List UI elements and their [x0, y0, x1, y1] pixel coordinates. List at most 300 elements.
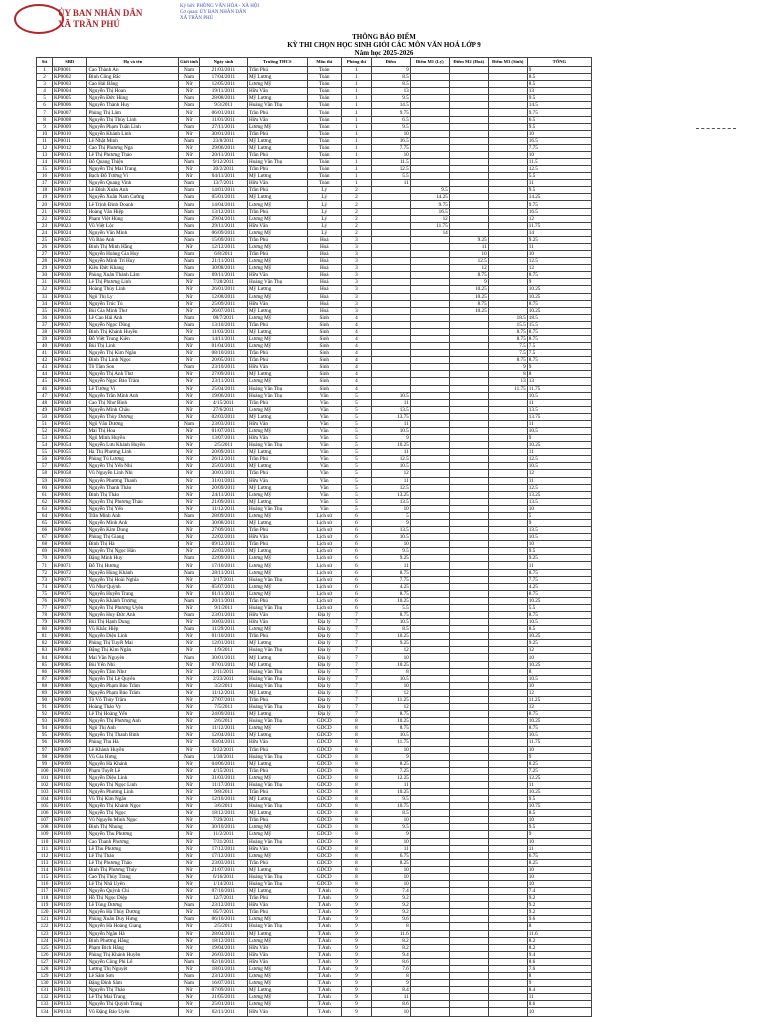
cell-dob: 04/11/2011: [199, 173, 247, 180]
cell-total: 10.5: [527, 534, 591, 541]
cell-score-m2: [449, 1008, 488, 1017]
cell-dob: 12/04/2011: [199, 732, 247, 739]
cell-total: 11: [527, 994, 591, 1001]
cell-subject: Văn: [307, 491, 341, 498]
cell-dob: 20/09/2011: [199, 449, 247, 456]
cell-name: Nguyễn Phương Linh: [87, 788, 179, 795]
cell-gender: Nữ: [179, 633, 200, 640]
table-row: [37, 350, 592, 357]
cell-total: 10: [527, 505, 591, 512]
cell-score-m2: [449, 484, 488, 491]
cell-name: Đinh Thị Nhung: [87, 824, 179, 831]
cell-subject: T.Anh: [307, 895, 341, 902]
cell-score: 9.25: [371, 555, 410, 562]
cell-name: Đinh Thị Khánh Huyền: [87, 328, 179, 335]
cell-school: Trần Phú: [247, 251, 307, 258]
cell-stt: 49: [37, 406, 53, 413]
cell-score-m2: [449, 880, 488, 887]
cell-room: 7: [341, 682, 371, 689]
cell-name: Vũ Việt Lộc: [87, 222, 179, 229]
cell-dob: 02/10/2011: [199, 958, 247, 965]
cell-score: 8.5: [371, 810, 410, 817]
cell-stt: 86: [37, 668, 53, 675]
cell-dob: 9/12/2011: [199, 159, 247, 166]
cell-total: 5.5: [527, 604, 591, 611]
cell-subject: Sinh: [307, 378, 341, 385]
cell-gender: Nữ: [179, 824, 200, 831]
header-name: Họ và tên: [87, 58, 179, 67]
cell-school: Hoàng Văn Thụ: [247, 923, 307, 930]
cell-room: 7: [341, 654, 371, 661]
cell-score-m1: [410, 449, 449, 456]
cell-subject: GDCD: [307, 760, 341, 767]
cell-gender: Nữ: [179, 343, 200, 350]
cell-room: 9: [341, 944, 371, 951]
cell-gender: Nam: [179, 201, 200, 208]
cell-score-m3: [488, 201, 527, 208]
cell-score: 10.5: [371, 534, 410, 541]
cell-room: 6: [341, 541, 371, 548]
cell-dob: 27/09/2011: [199, 371, 247, 378]
cell-score: 10: [371, 1008, 410, 1017]
cell-score-m3: [488, 612, 527, 619]
cell-subject: T.Anh: [307, 937, 341, 944]
cell-score-m2: [449, 95, 488, 102]
cell-subject: Sinh: [307, 328, 341, 335]
cell-room: 9: [341, 980, 371, 987]
cell-dob: 9/3/2011: [199, 102, 247, 109]
cell-subject: T.Anh: [307, 965, 341, 972]
cell-stt: 16: [37, 173, 53, 180]
cell-score-m1: [410, 675, 449, 682]
cell-sbd: KP0038: [53, 328, 87, 335]
cell-total: 11: [527, 180, 591, 187]
cell-score-m3: [488, 67, 527, 74]
cell-score: 6.75: [371, 852, 410, 859]
cell-dob: 30/01/2011: [199, 654, 247, 661]
table-row: [37, 357, 592, 364]
cell-sbd: KP0108: [53, 824, 87, 831]
cell-score-m1: [410, 845, 449, 852]
cell-sbd: KP0055: [53, 449, 87, 456]
cell-room: 9: [341, 973, 371, 980]
cell-subject: T.Anh: [307, 980, 341, 987]
cell-score-m1: [410, 852, 449, 859]
cell-gender: Nam: [179, 973, 200, 980]
cell-total: 9.5: [527, 796, 591, 803]
cell-score-m1: [410, 314, 449, 321]
cell-subject: Địa lý: [307, 619, 341, 626]
cell-score-m3: [488, 803, 527, 810]
cell-dob: 2/6/2011: [199, 718, 247, 725]
cell-subject: Lý: [307, 201, 341, 208]
cell-gender: Nữ: [179, 166, 200, 173]
table-row: [37, 81, 592, 88]
cell-score: 8.5: [371, 81, 410, 88]
cell-score-m1: [410, 484, 449, 491]
cell-school: Hữu Văn: [247, 364, 307, 371]
cell-sbd: KP0041: [53, 350, 87, 357]
cell-dob: 20/11/2011: [199, 151, 247, 158]
cell-gender: Nữ: [179, 109, 200, 116]
cell-name: Cao Thị Phương Nga: [87, 144, 179, 151]
cell-school: Hữu Văn: [247, 845, 307, 852]
cell-stt: 114: [37, 866, 53, 873]
cell-stt: 5: [37, 95, 53, 102]
cell-score: 13.25: [371, 491, 410, 498]
table-row: [37, 725, 592, 732]
cell-score-m1: [410, 166, 449, 173]
cell-dob: 30/01/2011: [199, 130, 247, 137]
table-row: [37, 619, 592, 626]
cell-school: Hoàng Văn Thụ: [247, 102, 307, 109]
cell-subject: Văn: [307, 449, 341, 456]
table-row: [37, 215, 592, 222]
cell-subject: Lý: [307, 215, 341, 222]
cell-school: Lương Mỹ: [247, 569, 307, 576]
cell-dob: 25/09/2011: [199, 300, 247, 307]
cell-name: Đỗ Việt Trung Kiên: [87, 335, 179, 342]
cell-stt: 75: [37, 590, 53, 597]
cell-name: Đinh Thị Phương Thúy: [87, 866, 179, 873]
cell-total: 10.75: [527, 803, 591, 810]
cell-score-m1: [410, 491, 449, 498]
table-row: [37, 753, 592, 760]
table-row: [37, 463, 592, 470]
cell-dob: 17/12/2011: [199, 845, 247, 852]
cell-score-m3: [488, 137, 527, 144]
cell-sbd: KP0022: [53, 215, 87, 222]
cell-subject: Địa lý: [307, 661, 341, 668]
cell-score: 10: [371, 746, 410, 753]
cell-subject: Lịch sử: [307, 548, 341, 555]
cell-total: 12: [527, 470, 591, 477]
cell-dob: 22/03/2011: [199, 548, 247, 555]
cell-total: 10: [527, 251, 591, 258]
cell-score-m3: [488, 583, 527, 590]
cell-sbd: KP0097: [53, 746, 87, 753]
cell-room: 3: [341, 286, 371, 293]
cell-dob: 25/01/2011: [199, 1001, 247, 1008]
cell-name: Nguyễn Hà Khánh: [87, 760, 179, 767]
cell-dob: 15/09/2011: [199, 236, 247, 243]
cell-stt: 91: [37, 704, 53, 711]
cell-score-m1: [410, 958, 449, 965]
cell-gender: Nữ: [179, 739, 200, 746]
cell-score-m1: [410, 130, 449, 137]
cell-stt: 130: [37, 980, 53, 987]
cell-gender: Nữ: [179, 803, 200, 810]
cell-total: 8.75: [527, 612, 591, 619]
cell-room: 1: [341, 130, 371, 137]
cell-score-m3: [488, 597, 527, 604]
cell-gender: Nữ: [179, 385, 200, 392]
cell-score-m3: [488, 604, 527, 611]
cell-gender: Nữ: [179, 151, 200, 158]
cell-score-m1: [410, 413, 449, 420]
cell-name: Nguyễn Khánh Trường: [87, 597, 179, 604]
cell-score-m3: [488, 824, 527, 831]
cell-subject: GDCD: [307, 852, 341, 859]
cell-stt: 90: [37, 696, 53, 703]
cell-stt: 55: [37, 449, 53, 456]
cell-score-m2: [449, 817, 488, 824]
cell-score-m2: [449, 137, 488, 144]
cell-score-m2: [449, 923, 488, 930]
cell-score-m1: [410, 732, 449, 739]
cell-school: Lương Mỹ: [247, 314, 307, 321]
cell-room: 7: [341, 704, 371, 711]
table-row: [37, 909, 592, 916]
cell-dob: 06/10/2011: [199, 916, 247, 923]
cell-score: [371, 201, 410, 208]
cell-sbd: KP0098: [53, 753, 87, 760]
cell-sbd: KP0092: [53, 711, 87, 718]
cell-school: Trần Phú: [247, 350, 307, 357]
cell-room: 6: [341, 569, 371, 576]
cell-stt: 9: [37, 123, 53, 130]
cell-score-m1: 14.25: [410, 194, 449, 201]
cell-dob: 27/07/2011: [199, 696, 247, 703]
cell-dob: 1/30/2011: [199, 753, 247, 760]
cell-name: Nguyễn Thị Ngọc: [87, 810, 179, 817]
cell-name: Nguyễn Khánh Linh: [87, 130, 179, 137]
cell-school: Mỹ Lương: [247, 760, 307, 767]
cell-school: Lương Mỹ: [247, 852, 307, 859]
header-score: Điểm: [371, 58, 410, 67]
cell-score-m3: [488, 711, 527, 718]
cell-school: Lương Mỹ: [247, 590, 307, 597]
cell-score: 9: [371, 520, 410, 527]
cell-score-m3: [488, 930, 527, 937]
table-row: [37, 711, 592, 718]
cell-sbd: KP0037: [53, 321, 87, 328]
cell-score: 11.5: [371, 159, 410, 166]
cell-school: Hữu Văn: [247, 300, 307, 307]
cell-subject: Sinh: [307, 385, 341, 392]
cell-dob: 18/12/2011: [199, 810, 247, 817]
cell-subject: Toán: [307, 151, 341, 158]
cell-gender: Nữ: [179, 463, 200, 470]
cell-name: Nguyễn Trần Minh Anh: [87, 392, 179, 399]
cell-stt: 103: [37, 788, 53, 795]
cell-subject: Toán: [307, 88, 341, 95]
cell-name: Lê Thị Nhã Uyên: [87, 880, 179, 887]
cell-room: 5: [341, 498, 371, 505]
cell-total: 10.25: [527, 661, 591, 668]
cell-school: Lương Mỹ: [247, 512, 307, 519]
cell-name: Phùng Tú Lương: [87, 456, 179, 463]
table-row: [37, 321, 592, 328]
cell-subject: T.Anh: [307, 930, 341, 937]
cell-score-m2: 8.75: [449, 300, 488, 307]
cell-score-m1: [410, 442, 449, 449]
cell-stt: 84: [37, 654, 53, 661]
cell-subject: Địa lý: [307, 633, 341, 640]
cell-score-m3: [488, 194, 527, 201]
cell-gender: Nữ: [179, 987, 200, 994]
cell-score-m2: [449, 123, 488, 130]
cell-sbd: KP0115: [53, 873, 87, 880]
table-row: [37, 767, 592, 774]
cell-name: Đặng Đình Sâm: [87, 980, 179, 987]
cell-subject: Toán: [307, 102, 341, 109]
cell-stt: 112: [37, 852, 53, 859]
cell-name: Nguyễn Minh Châu: [87, 406, 179, 413]
cell-score-m1: [410, 902, 449, 909]
cell-sbd: KP0007: [53, 109, 87, 116]
cell-total: 10.25: [527, 307, 591, 314]
cell-score-m3: [488, 300, 527, 307]
cell-sbd: KP0110: [53, 838, 87, 845]
cell-score-m1: [410, 696, 449, 703]
cell-sbd: KP0002: [53, 74, 87, 81]
cell-stt: 110: [37, 838, 53, 845]
cell-room: 5: [341, 484, 371, 491]
table-row: [37, 144, 592, 151]
cell-name: Nguyễn Thị Yến: [87, 505, 179, 512]
cell-stt: 17: [37, 180, 53, 187]
cell-total: 8: [527, 973, 591, 980]
cell-subject: T.Anh: [307, 923, 341, 930]
table-row: [37, 760, 592, 767]
cell-dob: 7/31/2011: [199, 838, 247, 845]
cell-total: 13.75: [527, 413, 591, 420]
cell-sbd: KP0127: [53, 958, 87, 965]
cell-gender: Nữ: [179, 88, 200, 95]
cell-score-m2: [449, 201, 488, 208]
cell-score-m3: [488, 208, 527, 215]
cell-total: 12.5: [527, 456, 591, 463]
cell-score-m1: [410, 321, 449, 328]
cell-score-m1: [410, 590, 449, 597]
cell-subject: GDCD: [307, 873, 341, 880]
cell-room: 2: [341, 201, 371, 208]
cell-dob: 27/6/2011: [199, 406, 247, 413]
cell-dob: 23/03/2011: [199, 420, 247, 427]
cell-sbd: KP0036: [53, 314, 87, 321]
cell-room: 9: [341, 994, 371, 1001]
cell-room: 6: [341, 604, 371, 611]
cell-total: 9.25: [527, 640, 591, 647]
cell-sbd: KP0078: [53, 612, 87, 619]
cell-total: 15.5: [527, 321, 591, 328]
cell-score: [371, 335, 410, 342]
table-row: [37, 166, 592, 173]
cell-subject: T.Anh: [307, 951, 341, 958]
cell-score-m3: [488, 548, 527, 555]
table-row: [37, 965, 592, 972]
cell-room: 7: [341, 689, 371, 696]
cell-stt: 41: [37, 350, 53, 357]
cell-school: Trần Phú: [247, 746, 307, 753]
table-row: [37, 491, 592, 498]
cell-subject: T.Anh: [307, 958, 341, 965]
cell-score-m1: [410, 626, 449, 633]
table-row: [37, 512, 592, 519]
cell-subject: Văn: [307, 420, 341, 427]
cell-room: 8: [341, 845, 371, 852]
cell-total: 10.5: [527, 732, 591, 739]
cell-dob: 07/10/2011: [199, 888, 247, 895]
cell-dob: 21/09/2011: [199, 498, 247, 505]
cell-school: Mỹ Lương: [247, 286, 307, 293]
cell-stt: 109: [37, 831, 53, 838]
cell-sbd: KP0029: [53, 265, 87, 272]
cell-school: Mỹ Lương: [247, 307, 307, 314]
cell-score-m1: [410, 753, 449, 760]
cell-subject: GDCD: [307, 718, 341, 725]
cell-school: Hoàng Văn Thụ: [247, 647, 307, 654]
table-row: [37, 845, 592, 852]
cell-score-m1: [410, 888, 449, 895]
cell-sbd: KP0113: [53, 859, 87, 866]
cell-name: Ngô Minh Huyền: [87, 435, 179, 442]
cell-score-m1: [410, 470, 449, 477]
header-dob: Ngày sinh: [199, 58, 247, 67]
cell-total: 5: [527, 512, 591, 519]
cell-name: Nguyễn Quỳnh Chi: [87, 888, 179, 895]
cell-sbd: KP0018: [53, 187, 87, 194]
cell-score-m2: [449, 357, 488, 364]
cell-school: Mỹ Lương: [247, 796, 307, 803]
cell-subject: GDCD: [307, 845, 341, 852]
cell-school: Lương Mỹ: [247, 973, 307, 980]
cell-dob: 13/10/2011: [199, 321, 247, 328]
table-row: [37, 484, 592, 491]
cell-score-m2: 12: [449, 265, 488, 272]
cell-subject: GDCD: [307, 753, 341, 760]
cell-subject: GDCD: [307, 880, 341, 887]
table-row: [37, 420, 592, 427]
cell-score-m1: [410, 781, 449, 788]
table-row: [37, 201, 592, 208]
cell-dob: 24/09/2011: [199, 711, 247, 718]
cell-subject: Lịch sử: [307, 569, 341, 576]
cell-stt: 25: [37, 236, 53, 243]
cell-sbd: KP0119: [53, 902, 87, 909]
cell-total: 12: [527, 215, 591, 222]
cell-gender: Nam: [179, 180, 200, 187]
cell-score-m3: [488, 987, 527, 994]
cell-dob: 05/01/2011: [199, 194, 247, 201]
table-body: [37, 67, 592, 1017]
cell-room: 6: [341, 590, 371, 597]
cell-dob: 07/01/2011: [199, 661, 247, 668]
cell-sbd: KP0109: [53, 831, 87, 838]
cell-school: Hoàng Văn Thụ: [247, 781, 307, 788]
cell-total: 11: [527, 449, 591, 456]
cell-stt: 111: [37, 845, 53, 852]
cell-name: Vũ Gia Hưng: [87, 753, 179, 760]
cell-score: [371, 265, 410, 272]
cell-gender: Nữ: [179, 895, 200, 902]
cell-score: [371, 293, 410, 300]
cell-total: 16.5: [527, 208, 591, 215]
cell-score-m2: [449, 895, 488, 902]
cell-score-m2: [449, 229, 488, 236]
cell-gender: Nữ: [179, 810, 200, 817]
cell-stt: 105: [37, 803, 53, 810]
cell-dob: 21/03/2011: [199, 67, 247, 74]
cell-dob: 11/03/2011: [199, 328, 247, 335]
header-score-m2: Điểm M2 (Hoá): [449, 58, 488, 67]
cell-sbd: KP0081: [53, 633, 87, 640]
cell-school: Mỹ Lương: [247, 654, 307, 661]
table-row: [37, 456, 592, 463]
cell-score-m3: [488, 251, 527, 258]
table-row: [37, 335, 592, 342]
